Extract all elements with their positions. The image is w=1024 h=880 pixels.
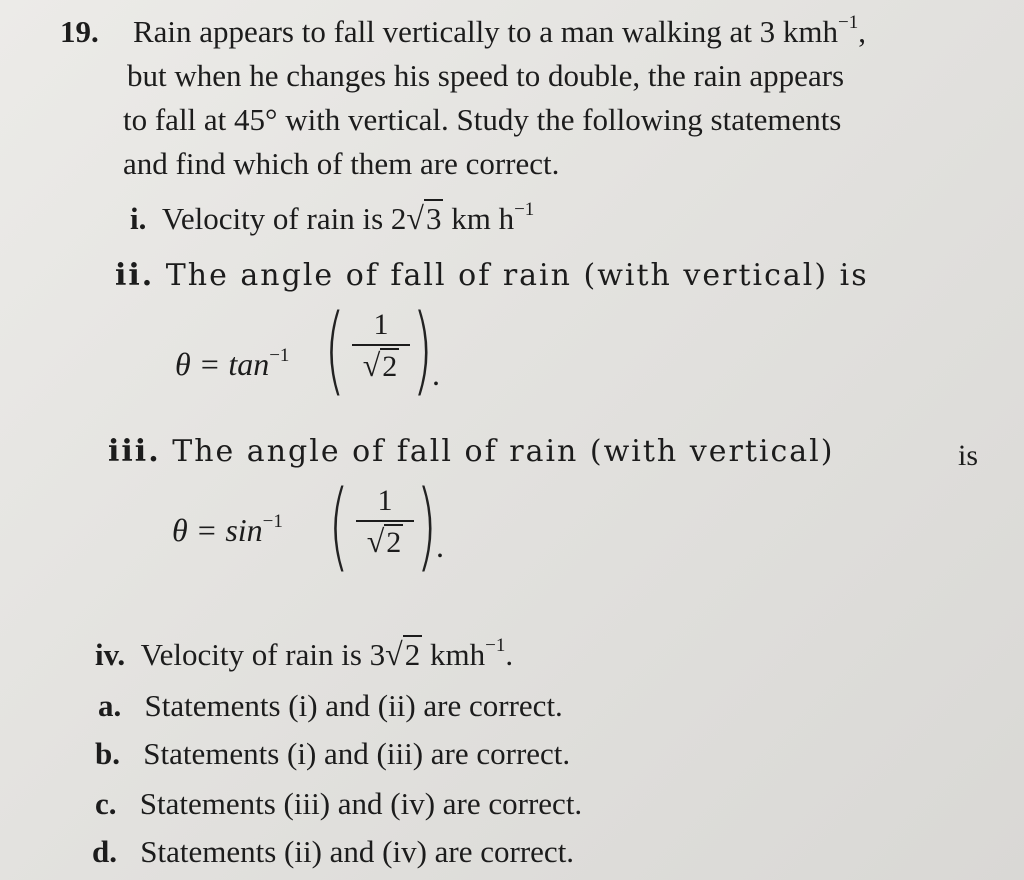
fraction-iii-denominator: √2: [366, 523, 402, 559]
fraction-ii-bar: [352, 344, 410, 346]
fraction-iii-bar: [356, 520, 414, 522]
statement-iv-unit: kmh: [429, 637, 486, 672]
fraction-ii-numerator: 1: [373, 308, 389, 341]
statement-iii-marker: iii.: [108, 434, 161, 469]
statement-ii-text: The angle of fall of rain (with vertical) is: [165, 258, 869, 293]
option-b-marker: b.: [95, 736, 120, 771]
fraction-ii-denominator: √2: [362, 347, 398, 383]
statement-i-exponent: −1: [514, 199, 535, 220]
option-c-text: Statements (iii) and (iv) are correct.: [139, 786, 583, 821]
formula-sin-exponent: −1: [262, 511, 283, 532]
formula-tan-period: .: [432, 356, 440, 392]
statement-ii: [115, 258, 869, 294]
statement-iv-period: .: [505, 637, 514, 672]
statement-ii-marker: ii.: [115, 258, 155, 293]
formula-sin: [172, 512, 283, 548]
statement-iii-is: is: [958, 439, 979, 472]
question-line-3: to fall at 45° with vertical. Study the following statements: [123, 102, 842, 137]
right-paren-ii: ): [412, 294, 434, 406]
formula-sin-period: .: [436, 528, 444, 564]
statement-i-marker: i.: [130, 201, 147, 236]
formula-tan-lhs: θ = tan: [175, 346, 270, 382]
question-line-4: and find which of them are correct.: [123, 146, 560, 181]
statement-iv: [95, 636, 513, 673]
statement-i-text: Velocity of rain is 2: [161, 201, 407, 236]
formula-tan: [175, 346, 289, 382]
statement-iii: [108, 434, 834, 470]
option-a-text: Statements (i) and (ii) are correct.: [144, 688, 563, 723]
statement-i-unit: km h: [451, 201, 515, 236]
question-line-1-text: Rain appears to fall vertically to a man walking at 3 kmh: [133, 14, 839, 49]
option-b-text: Statements (i) and (iii) are correct.: [143, 736, 571, 771]
unit-exponent: −1: [838, 12, 859, 33]
right-paren-iii: ): [416, 470, 438, 582]
formula-sin-lhs: θ = sin: [172, 512, 263, 548]
statement-iv-exponent: −1: [485, 635, 506, 656]
option-d-text: Statements (ii) and (iv) are correct.: [140, 834, 575, 869]
fraction-ii: [352, 308, 410, 384]
question-number: 19.: [60, 14, 99, 49]
question-line-1: [133, 14, 866, 50]
option-d-marker: d.: [92, 834, 117, 869]
option-d: [92, 834, 574, 870]
option-c: [95, 786, 582, 822]
sqrt-two: √2: [385, 636, 421, 672]
formula-tan-exponent: −1: [269, 345, 290, 366]
option-a-marker: a.: [98, 688, 122, 723]
fraction-iii: [356, 484, 414, 560]
sqrt-three: √3: [406, 200, 442, 236]
option-c-marker: c.: [95, 786, 117, 821]
statement-iv-marker: iv.: [95, 637, 126, 672]
left-paren-ii: (: [324, 294, 346, 406]
option-b: [95, 736, 570, 772]
left-paren-iii: (: [328, 470, 350, 582]
statement-iii-text: The angle of fall of rain (with vertical): [172, 434, 835, 469]
question-line-2: but when he changes his speed to double, the rain appears: [127, 58, 845, 93]
option-a: [98, 688, 563, 724]
statement-iv-text: Velocity of rain is 3: [140, 637, 386, 672]
statement-i: [130, 200, 534, 237]
fraction-iii-numerator: 1: [377, 484, 393, 517]
question-comma: ,: [858, 14, 867, 49]
